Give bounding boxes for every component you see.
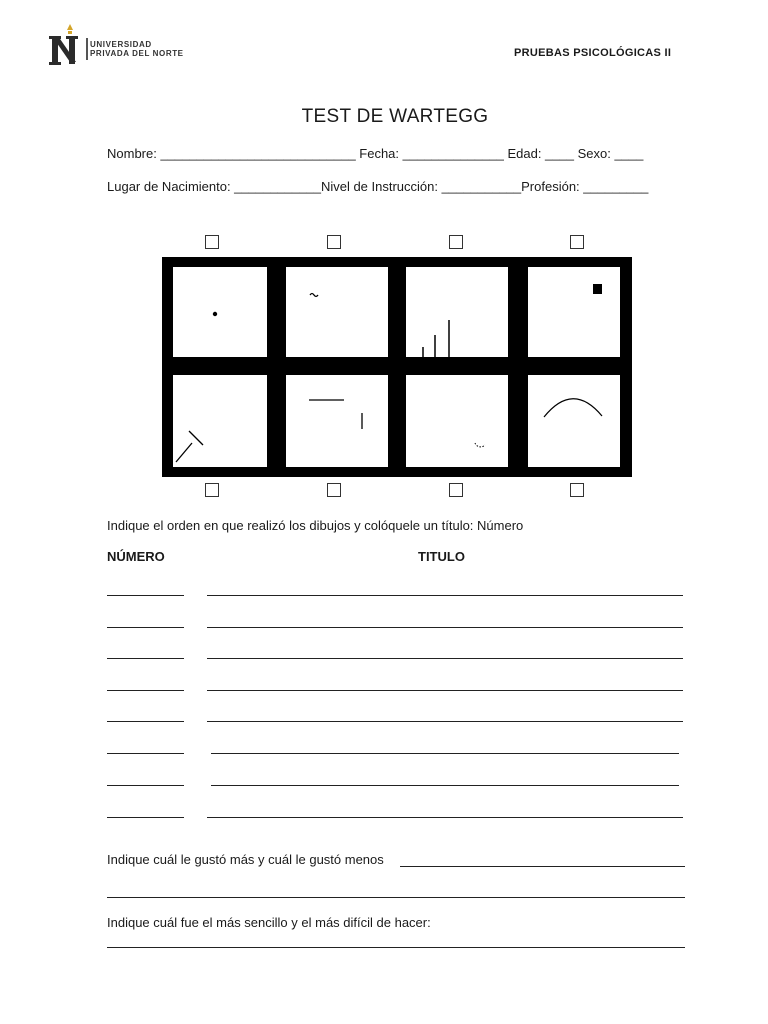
number-blank-4[interactable]: [107, 690, 184, 691]
column-number-header: NÚMERO: [107, 549, 165, 564]
checkbox-drawing-3[interactable]: [449, 235, 463, 249]
order-instruction: Indique el orden en que realizó los dibujos y colóquele un título: Número: [107, 518, 524, 533]
title-blank-8[interactable]: [207, 817, 683, 818]
difficulty-question: Indique cuál fue el más sencillo y el más difícil de hacer:: [107, 915, 431, 930]
logo-line-2: PRIVADA DEL NORTE: [90, 49, 184, 58]
drawing-box-3: [406, 267, 508, 357]
checkbox-drawing-5[interactable]: [205, 483, 219, 497]
form-row-personal[interactable]: Nombre: ___________________________ Fecha: ______________ Edad: ____ Sexo: ____: [107, 146, 644, 161]
title-blank-6[interactable]: [211, 753, 679, 754]
number-blank-1[interactable]: [107, 595, 184, 596]
university-logo: [48, 22, 198, 68]
number-blank-2[interactable]: [107, 627, 184, 628]
title-blank-4[interactable]: [207, 690, 683, 691]
number-blank-7[interactable]: [107, 785, 184, 786]
difficulty-answer-line[interactable]: [107, 947, 685, 948]
checkbox-drawing-2[interactable]: [327, 235, 341, 249]
column-title-header: TITULO: [418, 549, 465, 564]
drawing-box-8: [528, 375, 620, 467]
section-header: PRUEBAS PSICOLÓGICAS II: [514, 47, 672, 59]
logo-n-icon: [48, 22, 88, 68]
number-blank-8[interactable]: [107, 817, 184, 818]
checkbox-drawing-8[interactable]: [570, 483, 584, 497]
checkbox-drawing-6[interactable]: [327, 483, 341, 497]
title-blank-1[interactable]: [207, 595, 683, 596]
checkbox-drawing-4[interactable]: [570, 235, 584, 249]
title-blank-5[interactable]: [207, 721, 683, 722]
checkbox-drawing-1[interactable]: [205, 235, 219, 249]
drawing-box-6: [286, 375, 388, 467]
preference-question: Indique cuál le gustó más y cuál le gustó menos: [107, 852, 384, 867]
title-blank-7[interactable]: [211, 785, 679, 786]
form-row-background[interactable]: Lugar de Nacimiento: ____________Nivel de Instrucción: ___________Profesión: _________: [107, 179, 649, 194]
number-blank-3[interactable]: [107, 658, 184, 659]
drawing-box-1: [173, 267, 267, 357]
stimulus-dot: [213, 312, 217, 316]
stimulus-square: [593, 284, 602, 294]
drawing-box-2: [286, 267, 388, 357]
number-blank-6[interactable]: [107, 753, 184, 754]
page-title: TEST DE WARTEGG: [301, 106, 489, 127]
checkbox-drawing-7[interactable]: [449, 483, 463, 497]
drawing-box-4: [528, 267, 620, 357]
title-blank-2[interactable]: [207, 627, 683, 628]
wartegg-grid: [162, 257, 632, 477]
preference-answer-line[interactable]: [107, 897, 685, 898]
title-blank-3[interactable]: [207, 658, 683, 659]
preference-answer-inline[interactable]: [400, 866, 685, 867]
drawing-box-7: [406, 375, 508, 467]
logo-line-1: UNIVERSIDAD: [90, 40, 152, 49]
number-blank-5[interactable]: [107, 721, 184, 722]
drawing-box-5: [173, 375, 267, 467]
